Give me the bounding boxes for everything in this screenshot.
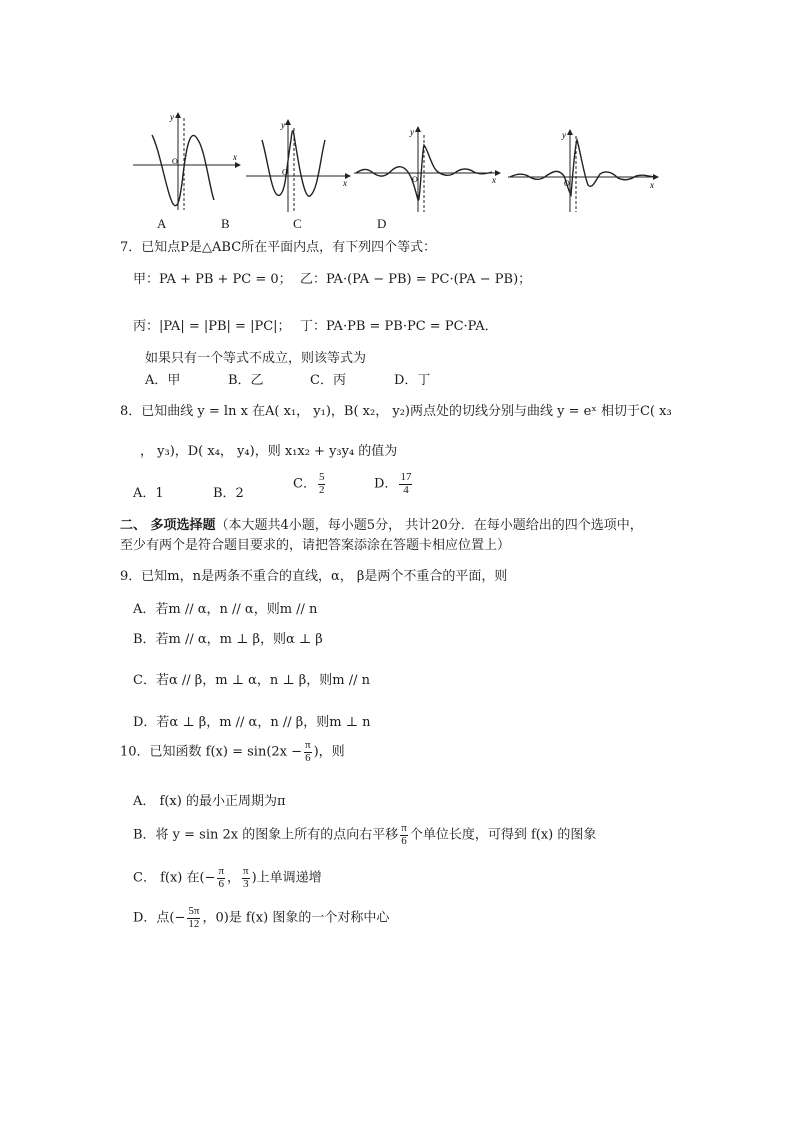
q9-option-d[interactable]: D．若α ⊥ β，m // α，n // β，则m ⊥ n bbox=[133, 715, 371, 730]
q8-option-d[interactable] bbox=[374, 472, 414, 496]
svg-text:y: y bbox=[562, 130, 566, 140]
graph-label-a[interactable]: A bbox=[157, 216, 167, 231]
graph-label-c[interactable]: C bbox=[293, 216, 302, 231]
q10-option-d[interactable] bbox=[133, 906, 389, 930]
svg-text:O: O bbox=[172, 157, 178, 166]
q10-option-a[interactable]: A． f(x) 的最小正周期为π bbox=[133, 794, 286, 809]
q8-option-d-label: D． bbox=[374, 476, 398, 492]
q10-option-d-den: 12 bbox=[188, 917, 200, 930]
graph-b bbox=[246, 120, 350, 212]
q7-option-b[interactable]: B．乙 bbox=[228, 373, 264, 388]
q7-statement-jia: 甲：PA + PB + PC = 0； bbox=[133, 272, 292, 287]
q10-stem bbox=[120, 740, 345, 764]
q7-statement-bing: 丙：|PA| = |PB| = |PC|； bbox=[133, 319, 291, 334]
function-graphs bbox=[0, 0, 794, 235]
q7-statement-yi: 乙：PA·(PA − PB) = PC·(PA − PB)； bbox=[300, 272, 532, 287]
q10-stem-num: π bbox=[305, 739, 311, 751]
q7-statement-ding: 丁：PA·PB = PB·PC = PC·PA． bbox=[300, 319, 498, 334]
graph-label-b[interactable]: B bbox=[221, 216, 230, 231]
svg-text:x: x bbox=[233, 152, 237, 162]
q10-option-d-post: ，0)是 f(x) 图象的一个对称中心 bbox=[202, 910, 390, 926]
section2-header bbox=[120, 514, 643, 533]
q10-option-b-post: 个单位长度，可得到 f(x) 的图象 bbox=[409, 827, 597, 843]
q10-option-d-frac bbox=[187, 906, 200, 930]
q10-option-c-den2: 3 bbox=[243, 877, 249, 890]
q10-option-d-num: 5π bbox=[188, 905, 200, 917]
svg-text:O: O bbox=[564, 179, 570, 188]
q10-stem-den: 6 bbox=[305, 751, 311, 764]
graph-d bbox=[508, 130, 658, 212]
q10-stem-pre: 10．已知函数 f(x) = sin(2x − bbox=[120, 744, 303, 760]
svg-text:y: y bbox=[170, 112, 174, 122]
q10-option-b-frac bbox=[400, 823, 408, 847]
q10-option-c[interactable] bbox=[133, 866, 322, 890]
section2-title: 二、 多项选择题 bbox=[120, 518, 216, 533]
q9-option-c[interactable]: C．若α // β，m ⊥ α，n ⊥ β，则m // n bbox=[133, 673, 370, 688]
q10-option-c-post: )上单调递增 bbox=[251, 870, 322, 886]
svg-text:O: O bbox=[412, 175, 418, 184]
q10-option-c-num2: π bbox=[243, 865, 249, 877]
graph-c bbox=[354, 127, 500, 212]
q10-stem-frac bbox=[304, 740, 312, 764]
q8-option-c-num: 5 bbox=[318, 471, 325, 483]
q10-option-c-num1: π bbox=[218, 865, 225, 877]
svg-text:x: x bbox=[343, 178, 347, 188]
q8-option-c-frac bbox=[318, 472, 326, 496]
q9-option-b[interactable]: B．若m // α，m ⊥ β，则α ⊥ β bbox=[133, 632, 323, 647]
q10-option-d-pre: D．点(− bbox=[133, 910, 186, 926]
section2-desc1: （本大题共4小题，每小题5分， 共计20分．在每小题给出的四个选项中， bbox=[215, 518, 643, 533]
q7-option-c[interactable]: C．丙 bbox=[310, 373, 346, 388]
q10-option-b-den: 6 bbox=[401, 834, 407, 847]
svg-text:y: y bbox=[410, 127, 414, 137]
q8-option-d-num: 17 bbox=[400, 471, 412, 483]
graph-a bbox=[133, 112, 240, 210]
q9-stem: 9．已知m，n是两条不重合的直线，α， β是两个不重合的平面，则 bbox=[120, 569, 508, 584]
q10-option-b-num: π bbox=[401, 822, 407, 834]
q8-option-c-label: C． bbox=[293, 476, 316, 492]
svg-text:x: x bbox=[650, 180, 654, 190]
q8-option-c[interactable] bbox=[293, 472, 327, 496]
q10-option-c-frac1 bbox=[217, 866, 225, 890]
svg-text:O: O bbox=[282, 168, 288, 177]
q10-option-c-mid: ， bbox=[227, 870, 241, 886]
q10-stem-post: )，则 bbox=[313, 744, 345, 760]
q7-stem: 7．已知点P是△ABC所在平面内点，有下列四个等式： bbox=[120, 240, 437, 255]
q7-option-d[interactable]: D．丁 bbox=[394, 373, 431, 388]
q8-line2: ， y₃)，D( x₄， y₄)，则 x₁x₂ + y₃y₄ 的值为 bbox=[140, 444, 398, 459]
q8-option-d-frac bbox=[399, 472, 412, 496]
q7-question: 如果只有一个等式不成立，则该等式为 bbox=[145, 351, 367, 366]
q8-option-a[interactable]: A．1 bbox=[133, 486, 164, 501]
svg-text:x: x bbox=[492, 175, 496, 185]
section2-desc2: 至少有两个是符合题目要求的，请把答案添涂在答题卡相应位置上） bbox=[120, 538, 511, 553]
q10-option-c-pre: C． f(x) 在(− bbox=[133, 870, 216, 886]
svg-text:y: y bbox=[281, 120, 285, 130]
q10-option-b-pre: B．将 y = sin 2x 的图象上所有的点向右平移 bbox=[133, 827, 399, 843]
q8-option-d-den: 4 bbox=[403, 483, 409, 496]
q8-option-b[interactable]: B．2 bbox=[213, 486, 244, 501]
q10-option-b[interactable] bbox=[133, 823, 596, 847]
q10-option-c-den1: 6 bbox=[218, 877, 224, 890]
q10-option-c-frac2 bbox=[242, 866, 250, 890]
q9-option-a[interactable]: A．若m // α，n // α，则m // n bbox=[133, 602, 318, 617]
q8-line1: 8．已知曲线 y = ln x 在A( x₁， y₁)，B( x₂， y₂)两点处的切线分别与曲线 y = eˣ 相切于C( x₃ bbox=[120, 404, 672, 419]
q8-option-c-den: 2 bbox=[318, 483, 325, 496]
q7-option-a[interactable]: A．甲 bbox=[145, 373, 181, 388]
graph-label-d[interactable]: D bbox=[377, 216, 387, 231]
